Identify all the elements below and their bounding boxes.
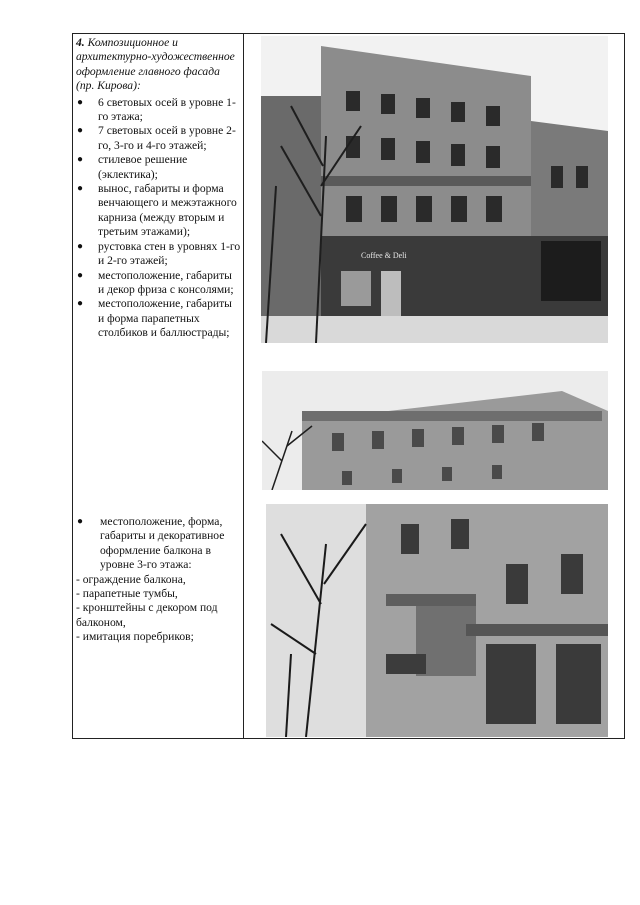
list-item: ● стилевое решение (эклектика); xyxy=(76,153,241,182)
shop-sign: Coffee & Deli xyxy=(361,251,407,260)
balcony-subitem: - парапетные тумбы, xyxy=(76,587,178,601)
balcony-subitem: - имитация поребриков; xyxy=(76,630,194,644)
balcony-description xyxy=(76,515,241,645)
balcony-subitem: - кронштейны с декором под балконом, xyxy=(76,601,218,629)
column-divider xyxy=(243,33,244,739)
description-column xyxy=(76,36,241,341)
facade-photo-drawing xyxy=(261,36,608,343)
list-item: ● местоположение, форма, габариты и декоративное оформление балкона в уровне 3-го этажа: xyxy=(76,515,241,573)
list-item: ● 6 световых осей в уровне 1-го этажа; xyxy=(76,96,241,125)
list-item: ● рустовка стен в уровнях 1-го и 2-го этажей; xyxy=(76,240,241,269)
balcony-subitem: - ограждение балкона, xyxy=(76,572,186,586)
balcony-photo xyxy=(266,504,608,737)
parapet-photo-drawing xyxy=(262,371,608,490)
facade-photo xyxy=(261,36,608,343)
parapet-photo xyxy=(262,371,608,490)
section-heading: 4. Композиционное и архитектурно-художественное оформление главного фасада (пр. Кирова): xyxy=(76,36,235,93)
list-item: ● местоположение, габариты и форма парапетных столбиков и баллюстрады; xyxy=(76,297,241,340)
balcony-photo-drawing xyxy=(266,504,608,737)
feature-list xyxy=(76,96,241,341)
list-item: ● местоположение, габариты и декор фриза с консолями; xyxy=(76,269,241,298)
list-item: ● вынос, габариты и форма венчающего и межэтажного карниза (между вторым и третьим этажами); xyxy=(76,182,241,240)
balcony-list xyxy=(76,515,241,573)
list-item: ● 7 световых осей в уровне 2-го, 3-го и 4-го этажей; xyxy=(76,124,241,153)
